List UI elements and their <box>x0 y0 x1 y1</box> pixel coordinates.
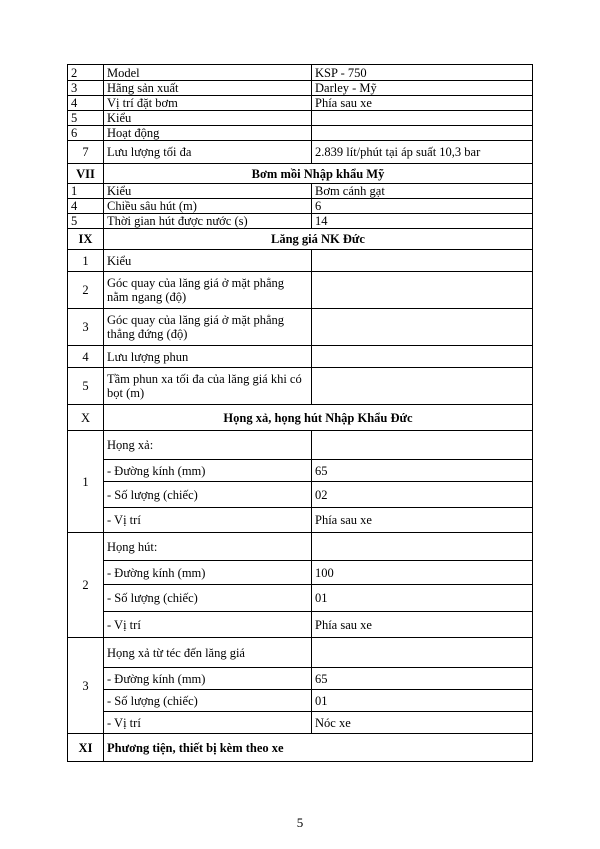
item-label: - Vị trí <box>104 712 312 734</box>
table-row <box>68 533 533 561</box>
item-value: 01 <box>312 690 533 712</box>
item-label: - Số lượng (chiếc) <box>104 482 312 508</box>
table-row <box>68 96 533 111</box>
group-header: Họng xả: <box>104 431 312 460</box>
row-number: 3 <box>68 81 104 96</box>
table-row <box>68 141 533 164</box>
item-value: 14 <box>312 214 533 229</box>
table-row <box>68 199 533 214</box>
item-label: Chiều sâu hút (m) <box>104 199 312 214</box>
row-number: 5 <box>68 214 104 229</box>
item-label: Thời gian hút được nước (s) <box>104 214 312 229</box>
item-value <box>312 638 533 668</box>
item-label: - Vị trí <box>104 612 312 638</box>
item-value <box>312 272 533 309</box>
item-label: Kiểu <box>104 111 312 126</box>
item-label-line: Góc quay của lăng giá ở mặt phẳng <box>107 313 285 327</box>
item-label-line: nằm ngang (độ) <box>107 290 187 304</box>
row-number: 5 <box>68 111 104 126</box>
table-row <box>68 612 533 638</box>
row-number: 5 <box>68 368 104 405</box>
item-label: Kiểu <box>104 250 312 272</box>
item-label: Model <box>104 65 312 81</box>
item-label: Lưu lượng phun <box>104 346 312 368</box>
item-label: - Đường kính (mm) <box>104 460 312 482</box>
item-label: - Số lượng (chiếc) <box>104 690 312 712</box>
table-row <box>68 214 533 229</box>
section-title: Họng xả, họng hút Nhập Khẩu Đức <box>104 405 533 431</box>
table-row <box>68 561 533 585</box>
table-row <box>68 65 533 81</box>
item-label <box>104 272 312 309</box>
row-number: 6 <box>68 126 104 141</box>
item-label: Hoạt động <box>104 126 312 141</box>
item-value: 6 <box>312 199 533 214</box>
table-row <box>68 111 533 126</box>
section-number: XI <box>68 734 104 762</box>
item-label: Kiểu <box>104 184 312 199</box>
row-number: 4 <box>68 346 104 368</box>
group-number: 1 <box>68 431 104 533</box>
item-value: Phía sau xe <box>312 508 533 533</box>
table-row <box>68 638 533 668</box>
row-number: 2 <box>68 65 104 81</box>
item-label <box>104 309 312 346</box>
table-row <box>68 508 533 533</box>
table-row <box>68 272 533 309</box>
group-header: Họng hút: <box>104 533 312 561</box>
section-title: Lăng giá NK Đức <box>104 229 533 250</box>
section-title: Phương tiện, thiết bị kèm theo xe <box>104 734 533 762</box>
item-value: Nóc xe <box>312 712 533 734</box>
spec-table <box>67 64 533 762</box>
table-row <box>68 309 533 346</box>
table-row <box>68 184 533 199</box>
item-value: 65 <box>312 460 533 482</box>
item-value: Phía sau xe <box>312 96 533 111</box>
section-header-row <box>68 164 533 184</box>
row-number: 3 <box>68 309 104 346</box>
item-label: Vị trí đặt bơm <box>104 96 312 111</box>
section-header-row <box>68 405 533 431</box>
item-value <box>312 533 533 561</box>
item-value <box>312 368 533 405</box>
page-number: 5 <box>296 815 304 830</box>
table-row <box>68 346 533 368</box>
table-row <box>68 368 533 405</box>
item-label <box>104 368 312 405</box>
item-value <box>312 309 533 346</box>
table-row <box>68 482 533 508</box>
section-number: VII <box>68 164 104 184</box>
table-row <box>68 126 533 141</box>
section-title: Bơm mồi Nhập khẩu Mỹ <box>104 164 533 184</box>
row-number: 2 <box>68 272 104 309</box>
item-value: 100 <box>312 561 533 585</box>
section-number: X <box>68 405 104 431</box>
row-number: 4 <box>68 96 104 111</box>
table-row <box>68 585 533 612</box>
group-header: Họng xả từ téc đến lăng giá <box>104 638 312 668</box>
section-number: IX <box>68 229 104 250</box>
item-label: - Đường kính (mm) <box>104 561 312 585</box>
item-label: - Số lượng (chiếc) <box>104 585 312 612</box>
item-value: Phía sau xe <box>312 612 533 638</box>
item-value: 2.839 lít/phút tại áp suất 10,3 bar <box>312 141 533 164</box>
item-label: Hãng sản xuất <box>104 81 312 96</box>
section-header-row <box>68 229 533 250</box>
group-number: 2 <box>68 533 104 638</box>
item-value: KSP - 750 <box>312 65 533 81</box>
item-value <box>312 431 533 460</box>
item-value: 02 <box>312 482 533 508</box>
item-label-line: thẳng đứng (độ) <box>107 327 188 341</box>
item-label: Lưu lượng tối đa <box>104 141 312 164</box>
table-row <box>68 712 533 734</box>
item-label-line: Góc quay của lăng giá ở mặt phẳng <box>107 276 285 290</box>
table-row <box>68 250 533 272</box>
item-label: - Vị trí <box>104 508 312 533</box>
item-value: Bơm cánh gạt <box>312 184 533 199</box>
item-value: Darley - Mỹ <box>312 81 533 96</box>
group-number: 3 <box>68 638 104 734</box>
row-number: 1 <box>68 184 104 199</box>
item-label: - Đường kính (mm) <box>104 668 312 690</box>
item-value <box>312 126 533 141</box>
section-header-row <box>68 734 533 762</box>
item-value: 65 <box>312 668 533 690</box>
table-row <box>68 431 533 460</box>
item-label-line: bọt (m) <box>107 386 145 400</box>
item-value <box>312 111 533 126</box>
table-row <box>68 81 533 96</box>
item-label-line: Tầm phun xa tối đa của lăng giá khi có <box>107 372 302 386</box>
row-number: 4 <box>68 199 104 214</box>
table-row <box>68 668 533 690</box>
table-row <box>68 690 533 712</box>
item-value <box>312 346 533 368</box>
item-value <box>312 250 533 272</box>
row-number: 7 <box>68 141 104 164</box>
item-value: 01 <box>312 585 533 612</box>
row-number: 1 <box>68 250 104 272</box>
table-row <box>68 460 533 482</box>
